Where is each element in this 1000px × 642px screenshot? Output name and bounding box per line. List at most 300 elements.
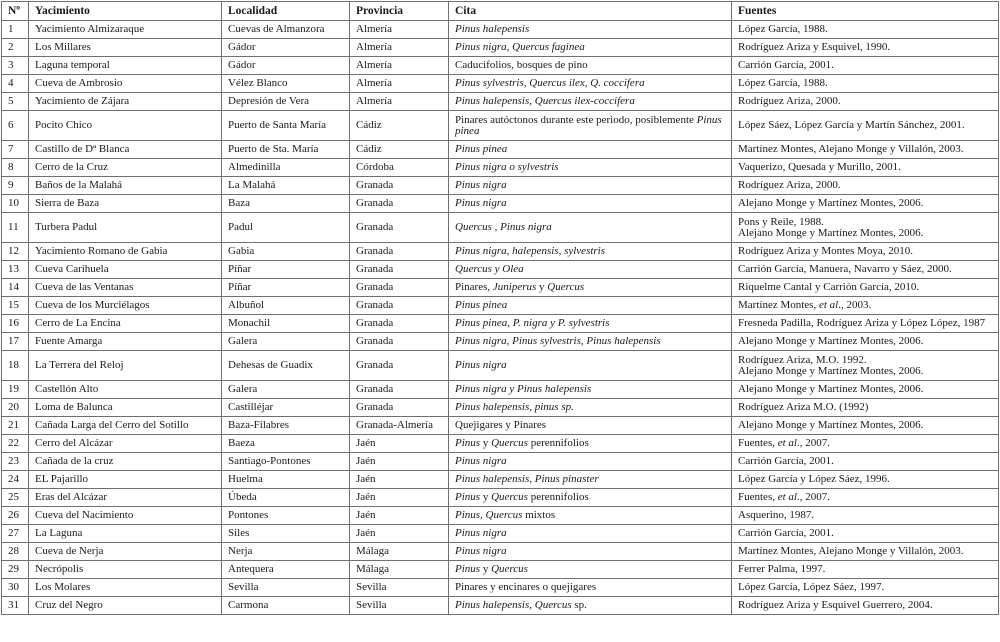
text-segment: Caducifolios, bosques de pino xyxy=(455,59,588,71)
sources xyxy=(732,315,999,333)
site-name: Cueva Carihuela xyxy=(29,261,222,279)
citation xyxy=(449,435,732,453)
table-row xyxy=(2,93,999,111)
locality: Huelma xyxy=(222,471,350,489)
text-segment: Pinus halepensis xyxy=(455,23,530,35)
table-row xyxy=(2,177,999,195)
text-segment: Fuentes, xyxy=(738,437,778,449)
site-name: Cerro de la Cruz xyxy=(29,159,222,177)
citation xyxy=(449,597,732,615)
source-line: Rodríguez Ariza, 2000. xyxy=(738,179,841,191)
row-number: 30 xyxy=(2,579,29,597)
header-sources: Fuentes xyxy=(732,2,999,21)
province: Jaén xyxy=(350,453,449,471)
site-name: Cueva de Ambrosio xyxy=(29,75,222,93)
row-number: 16 xyxy=(2,315,29,333)
sources xyxy=(732,579,999,597)
header-citation: Cita xyxy=(449,2,732,21)
source-line: Asquerino, 1987. xyxy=(738,509,815,521)
table-row xyxy=(2,381,999,399)
row-number: 19 xyxy=(2,381,29,399)
citation xyxy=(449,381,732,399)
text-segment: et al xyxy=(777,491,797,503)
sites-table xyxy=(1,1,999,615)
sources xyxy=(732,195,999,213)
site-name: Baños de la Malahá xyxy=(29,177,222,195)
site-name: Cañada de la cruz xyxy=(29,453,222,471)
citation xyxy=(449,399,732,417)
text-segment: perennifolios xyxy=(527,437,589,449)
text-segment: Pinus xyxy=(455,437,481,449)
locality: Antequera xyxy=(222,561,350,579)
citation xyxy=(449,351,732,381)
sources xyxy=(732,525,999,543)
table-row xyxy=(2,333,999,351)
source-line: Rodríguez Ariza, 2000. xyxy=(738,95,841,107)
province: Granada xyxy=(350,261,449,279)
province: Jaén xyxy=(350,525,449,543)
site-name: Cañada Larga del Cerro del Sotillo xyxy=(29,417,222,435)
table-row xyxy=(2,141,999,159)
source-line: López García y López Sáez, 1996. xyxy=(738,473,890,485)
sources xyxy=(732,111,999,141)
table-row xyxy=(2,315,999,333)
sources xyxy=(732,417,999,435)
source-line: López García, López Sáez, 1997. xyxy=(738,581,885,593)
locality: Baza xyxy=(222,195,350,213)
site-name: La Laguna xyxy=(29,525,222,543)
province: Granada xyxy=(350,243,449,261)
row-number: 10 xyxy=(2,195,29,213)
text-segment: Fuentes, xyxy=(738,491,778,503)
sources xyxy=(732,261,999,279)
table-row xyxy=(2,471,999,489)
locality: Puerto de Sta. María xyxy=(222,141,350,159)
source-line: Alejano Monge y Martínez Montes, 2006. xyxy=(738,335,924,347)
row-number: 14 xyxy=(2,279,29,297)
site-name: Cueva del Nacimiento xyxy=(29,507,222,525)
citation xyxy=(449,543,732,561)
province: Málaga xyxy=(350,561,449,579)
site-name: Turbera Padul xyxy=(29,213,222,243)
locality: Monachil xyxy=(222,315,350,333)
locality: Depresión de Vera xyxy=(222,93,350,111)
table-row xyxy=(2,75,999,93)
citation xyxy=(449,297,732,315)
table-row xyxy=(2,417,999,435)
site-name: Castellón Alto xyxy=(29,381,222,399)
text-segment: ., 2003. xyxy=(838,299,872,311)
text-segment: Pinus pinea xyxy=(455,143,508,155)
locality: Dehesas de Guadix xyxy=(222,351,350,381)
sources xyxy=(732,381,999,399)
sources xyxy=(732,333,999,351)
text-segment: Pinares autóctonos durante este periodo, posiblemente xyxy=(455,113,697,126)
sources xyxy=(732,21,999,39)
text-segment: Pinus pinea xyxy=(455,113,722,137)
site-name: Cueva de los Murciélagos xyxy=(29,297,222,315)
text-segment: Martínez Montes, xyxy=(738,299,819,311)
text-segment: Pinus sylvestris, Quercus ilex, Q. coccifera xyxy=(455,77,645,89)
citation xyxy=(449,57,732,75)
province: Granada xyxy=(350,213,449,243)
sources xyxy=(732,141,999,159)
sources xyxy=(732,159,999,177)
table-row xyxy=(2,489,999,507)
locality: Baeza xyxy=(222,435,350,453)
row-number: 9 xyxy=(2,177,29,195)
source-line: Rodríguez Ariza M.O. (1992) xyxy=(738,401,869,413)
text-segment: Pinus nigra, Pinus sylvestris, Pinus halepensis xyxy=(455,335,661,347)
row-number: 17 xyxy=(2,333,29,351)
text-segment: Pinus pinea, P. nigra y P. sylvestris xyxy=(455,317,610,329)
text-segment: Pinus halepensis, Quercus ilex-coccifera xyxy=(455,95,635,107)
row-number: 3 xyxy=(2,57,29,75)
row-number: 13 xyxy=(2,261,29,279)
table-row xyxy=(2,435,999,453)
row-number: 29 xyxy=(2,561,29,579)
source-line: Alejano Monge y Martínez Montes, 2006. xyxy=(738,364,924,377)
sources xyxy=(732,177,999,195)
province: Jaén xyxy=(350,507,449,525)
source-line: Martínez Montes, Alejano Monge y Villalón, 2003. xyxy=(738,545,964,557)
text-segment: Pinus nigra y Pinus halepensis xyxy=(455,383,592,395)
citation xyxy=(449,453,732,471)
table-row xyxy=(2,159,999,177)
province: Cádiz xyxy=(350,141,449,159)
locality: Gádor xyxy=(222,39,350,57)
text-segment: Quercus y Olea xyxy=(455,263,524,275)
citation xyxy=(449,261,732,279)
citation xyxy=(449,111,732,141)
citation xyxy=(449,21,732,39)
table-row xyxy=(2,195,999,213)
site-name: Cerro de La Encina xyxy=(29,315,222,333)
province: Córdoba xyxy=(350,159,449,177)
table-row xyxy=(2,279,999,297)
source-line: Rodríguez Ariza y Esquivel, 1990. xyxy=(738,41,891,53)
locality: Gabia xyxy=(222,243,350,261)
table-row xyxy=(2,21,999,39)
row-number: 21 xyxy=(2,417,29,435)
locality: Castilléjar xyxy=(222,399,350,417)
sources xyxy=(732,279,999,297)
citation xyxy=(449,279,732,297)
sources xyxy=(732,543,999,561)
text-segment: Pinus nigra xyxy=(455,359,507,371)
text-segment: Pinares, xyxy=(455,281,493,293)
row-number: 22 xyxy=(2,435,29,453)
sources xyxy=(732,507,999,525)
text-segment: Pinus pinea xyxy=(455,299,508,311)
text-segment: y xyxy=(480,437,492,449)
text-segment: Quercus xyxy=(547,281,585,293)
locality: Galera xyxy=(222,333,350,351)
locality: Galera xyxy=(222,381,350,399)
table-row xyxy=(2,39,999,57)
province: Granada xyxy=(350,315,449,333)
site-name: Pocito Chico xyxy=(29,111,222,141)
row-number: 15 xyxy=(2,297,29,315)
text-segment: ., 2007. xyxy=(796,437,830,449)
row-number: 26 xyxy=(2,507,29,525)
province: Granada xyxy=(350,297,449,315)
citation xyxy=(449,243,732,261)
province: Granada xyxy=(350,351,449,381)
text-segment: Pinus nigra o sylvestris xyxy=(455,161,559,173)
text-segment: Juniperus xyxy=(492,281,537,293)
locality: Almedinilla xyxy=(222,159,350,177)
sources xyxy=(732,453,999,471)
text-segment: Pinus nigra, Quercus faginea xyxy=(455,41,585,53)
citation xyxy=(449,561,732,579)
locality: Sevilla xyxy=(222,579,350,597)
text-segment: Pinus xyxy=(455,563,481,575)
sources xyxy=(732,435,999,453)
citation xyxy=(449,75,732,93)
province: Málaga xyxy=(350,543,449,561)
locality: Baza-Filabres xyxy=(222,417,350,435)
citation xyxy=(449,195,732,213)
source-line xyxy=(738,299,871,311)
table-row xyxy=(2,399,999,417)
site-name: Necrópolis xyxy=(29,561,222,579)
sources xyxy=(732,297,999,315)
province: Cádiz xyxy=(350,111,449,141)
text-segment: et al xyxy=(818,299,839,311)
province: Almería xyxy=(350,21,449,39)
sources xyxy=(732,351,999,381)
text-segment: Pinus xyxy=(455,491,481,503)
source-line: Vaquerizo, Quesada y Murillo, 2001. xyxy=(738,161,901,173)
citation xyxy=(449,525,732,543)
text-segment: y xyxy=(536,281,548,293)
province: Almería xyxy=(350,93,449,111)
text-segment: Pinus nigra xyxy=(455,545,507,557)
citation xyxy=(449,39,732,57)
header-locality: Localidad xyxy=(222,2,350,21)
row-number: 7 xyxy=(2,141,29,159)
site-name: Eras del Alcázar xyxy=(29,489,222,507)
citation xyxy=(449,177,732,195)
source-line: Carrión García, Manuera, Navarro y Sáez, 2000. xyxy=(738,263,952,275)
row-number: 5 xyxy=(2,93,29,111)
province: Sevilla xyxy=(350,597,449,615)
table-row xyxy=(2,453,999,471)
text-segment: Quejigares y Pinares xyxy=(455,419,547,431)
row-number: 11 xyxy=(2,213,29,243)
source-line: López Sáez, López García y Martín Sánchez, 2001. xyxy=(738,119,965,131)
table-row xyxy=(2,261,999,279)
locality: Puerto de Santa María xyxy=(222,111,350,141)
site-name: Cueva de las Ventanas xyxy=(29,279,222,297)
citation xyxy=(449,579,732,597)
site-name: Loma de Baluncа xyxy=(29,399,222,417)
header-number: Nº xyxy=(2,2,29,21)
source-line: López García, 1988. xyxy=(738,77,828,89)
locality: Santiago-Pontones xyxy=(222,453,350,471)
text-segment: Pinus nigra xyxy=(455,197,507,209)
site-name: Laguna temporal xyxy=(29,57,222,75)
citation xyxy=(449,159,732,177)
locality: Siles xyxy=(222,525,350,543)
source-line: Carrión García, 2001. xyxy=(738,527,834,539)
province: Jaén xyxy=(350,435,449,453)
province: Granada xyxy=(350,333,449,351)
table-row xyxy=(2,213,999,243)
locality: Pontones xyxy=(222,507,350,525)
citation xyxy=(449,507,732,525)
sources xyxy=(732,399,999,417)
row-number: 4 xyxy=(2,75,29,93)
table-row xyxy=(2,579,999,597)
text-segment: perennifolios xyxy=(527,491,589,503)
province: Almería xyxy=(350,75,449,93)
site-name: Cueva de Nerja xyxy=(29,543,222,561)
province: Granada-Almería xyxy=(350,417,449,435)
source-line: Alejano Monge y Martínez Montes, 2006. xyxy=(738,226,924,239)
table-row xyxy=(2,243,999,261)
sources xyxy=(732,243,999,261)
text-segment: Pinus nigra xyxy=(455,179,507,191)
citation xyxy=(449,141,732,159)
sources xyxy=(732,39,999,57)
site-name: Los Molares xyxy=(29,579,222,597)
province: Jaén xyxy=(350,489,449,507)
sources xyxy=(732,93,999,111)
sources xyxy=(732,57,999,75)
sources xyxy=(732,489,999,507)
site-name: Cerro del Alcázar xyxy=(29,435,222,453)
text-segment: y xyxy=(480,491,492,503)
table-row xyxy=(2,57,999,75)
text-segment: Pinus, Quercus xyxy=(455,509,523,521)
row-number: 25 xyxy=(2,489,29,507)
source-line: Martínez Montes, Alejano Monge y Villalón, 2003. xyxy=(738,143,964,155)
row-number: 2 xyxy=(2,39,29,57)
sources xyxy=(732,213,999,243)
source-line: Alejano Monge y Martínez Montes, 2006. xyxy=(738,197,924,209)
row-number: 28 xyxy=(2,543,29,561)
text-segment: Pinus nigra, halepensis, sylvestris xyxy=(455,245,606,257)
row-number: 24 xyxy=(2,471,29,489)
table-row xyxy=(2,507,999,525)
sources xyxy=(732,597,999,615)
source-line: Rodríguez Ariza y Montes Moya, 2010. xyxy=(738,245,914,257)
province: Granada xyxy=(350,399,449,417)
province: Almería xyxy=(350,39,449,57)
table-row xyxy=(2,561,999,579)
source-line: Alejano Monge y Martínez Montes, 2006. xyxy=(738,383,924,395)
row-number: 6 xyxy=(2,111,29,141)
citation xyxy=(449,213,732,243)
text-segment: et al xyxy=(777,437,797,449)
site-name: EL Pajarillo xyxy=(29,471,222,489)
text-segment: Pinus nigra xyxy=(455,455,507,467)
table-row xyxy=(2,597,999,615)
locality: Albuñol xyxy=(222,297,350,315)
source-line: Pons y Reile, 1988. xyxy=(738,215,824,228)
text-segment: Pinares y encinares o quejigares xyxy=(455,581,597,593)
text-segment: sp. xyxy=(571,599,587,611)
source-line: Carrión García, 2001. xyxy=(738,455,834,467)
sources xyxy=(732,75,999,93)
source-line: Fresneda Padilla, Rodríguez Ariza y López López, 1987 xyxy=(738,317,986,329)
citation xyxy=(449,333,732,351)
citation xyxy=(449,93,732,111)
text-segment: Quercus xyxy=(491,491,528,503)
text-segment: Quercus xyxy=(491,437,528,449)
locality: Píñar xyxy=(222,279,350,297)
text-segment: Quercus xyxy=(491,563,528,575)
text-segment: Pinus halepensis, Quercus xyxy=(455,599,572,611)
text-segment: ., 2007. xyxy=(796,491,830,503)
source-line: Rodríguez Ariza y Esquivel Guerrero, 2004. xyxy=(738,599,933,611)
text-segment: Quercus , Pinus nigra xyxy=(455,221,552,233)
row-number: 31 xyxy=(2,597,29,615)
locality: Úbeda xyxy=(222,489,350,507)
site-name: Yacimiento Almizaraque xyxy=(29,21,222,39)
text-segment: y xyxy=(480,563,492,575)
province: Sevilla xyxy=(350,579,449,597)
citation xyxy=(449,315,732,333)
header-province: Provincia xyxy=(350,2,449,21)
sources xyxy=(732,471,999,489)
province: Jaén xyxy=(350,471,449,489)
table-row xyxy=(2,351,999,381)
text-segment: mixtos xyxy=(522,509,556,521)
province: Granada xyxy=(350,381,449,399)
province: Almería xyxy=(350,57,449,75)
site-name: Castillo de Dª Blanca xyxy=(29,141,222,159)
citation xyxy=(449,489,732,507)
locality: Nerja xyxy=(222,543,350,561)
citation xyxy=(449,471,732,489)
locality: Vélez Blanco xyxy=(222,75,350,93)
table-row xyxy=(2,111,999,141)
source-line xyxy=(738,491,830,503)
locality: Píñar xyxy=(222,261,350,279)
row-number: 18 xyxy=(2,351,29,381)
site-name: Yacimiento de Zájara xyxy=(29,93,222,111)
table-row xyxy=(2,525,999,543)
locality: Padul xyxy=(222,213,350,243)
header-site: Yacimiento xyxy=(29,2,222,21)
source-line: Ferrer Palma, 1997. xyxy=(738,563,826,575)
source-line: Riquelme Cantal y Carrión García, 2010. xyxy=(738,281,920,293)
table-row xyxy=(2,543,999,561)
text-segment: Pinus nigra xyxy=(455,527,507,539)
citation xyxy=(449,417,732,435)
site-name: Yacimiento Romano de Gabia xyxy=(29,243,222,261)
source-line: Carrión García, 2001. xyxy=(738,59,834,71)
text-segment: Pinus halepensis, pinus sp. xyxy=(455,401,574,413)
source-line: López García, 1988. xyxy=(738,23,828,35)
locality: Cuevas de Almanzora xyxy=(222,21,350,39)
row-number: 23 xyxy=(2,453,29,471)
site-name: La Terrera del Reloj xyxy=(29,351,222,381)
province: Granada xyxy=(350,279,449,297)
row-number: 12 xyxy=(2,243,29,261)
sources xyxy=(732,561,999,579)
header-row xyxy=(2,2,999,21)
row-number: 27 xyxy=(2,525,29,543)
locality: La Malahá xyxy=(222,177,350,195)
table-row xyxy=(2,297,999,315)
row-number: 8 xyxy=(2,159,29,177)
row-number: 1 xyxy=(2,21,29,39)
site-name: Sierra de Baza xyxy=(29,195,222,213)
